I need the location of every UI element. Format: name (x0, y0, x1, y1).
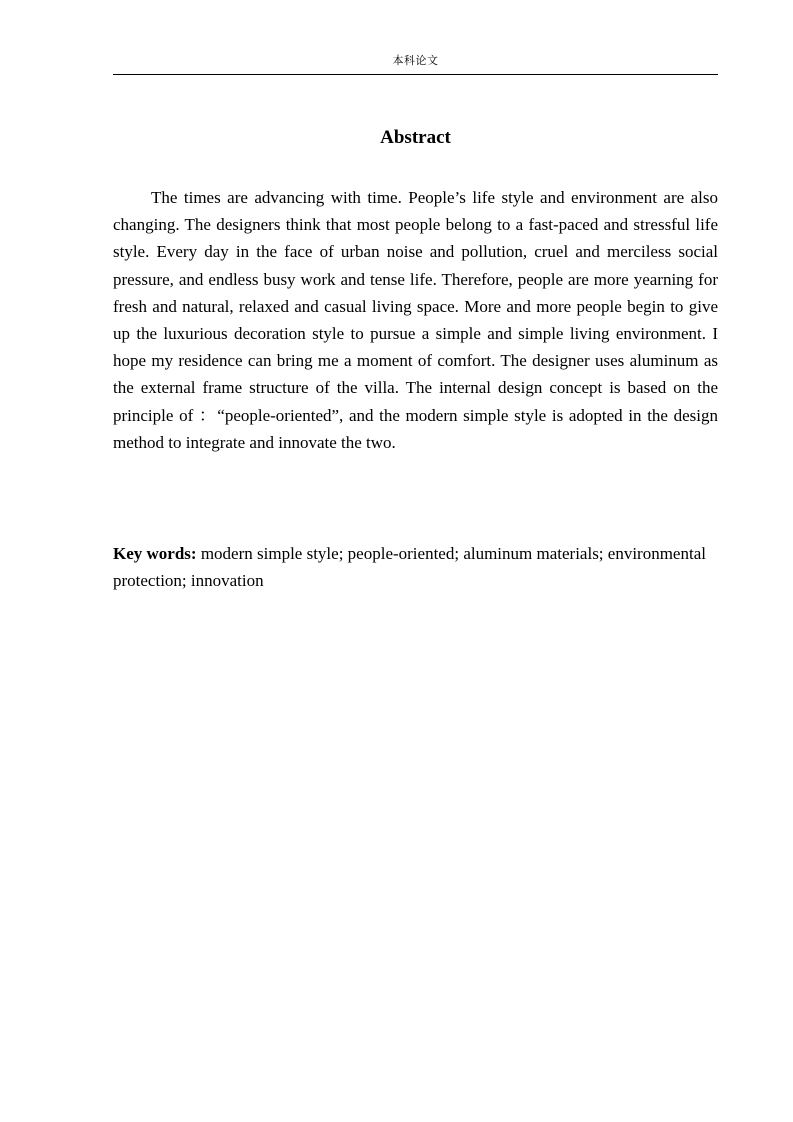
abstract-title: Abstract (380, 127, 451, 148)
keywords-label: Key words: (113, 544, 197, 563)
keywords-paragraph (113, 540, 718, 594)
keywords-text: modern simple style; people-oriented; aluminum materials; environmental protection; innovation (113, 544, 706, 590)
abstract-paragraph: The times are advancing with time. People’s life style and environment are also changing. The designers think that most people belong to a fast-paced and stressful life style. Every day in the face of urban noise and pollution, cruel and merciless social pressure, and endless busy work and tense life. Therefore, people are more yearning for fresh and natural, relaxed and casual living space. More and more people begin to give up the luxurious decoration style to pursue a simple and simple living environment. I hope my residence can bring me a moment of comfort. The designer uses aluminum as the external frame structure of the villa. The internal design concept is based on the principle of ：“people-oriented”, and the modern simple style is adopted in the design method to integrate and innovate the two. (113, 188, 718, 452)
running-header-text: 本科论文 (392, 54, 439, 67)
page-header (113, 54, 718, 75)
